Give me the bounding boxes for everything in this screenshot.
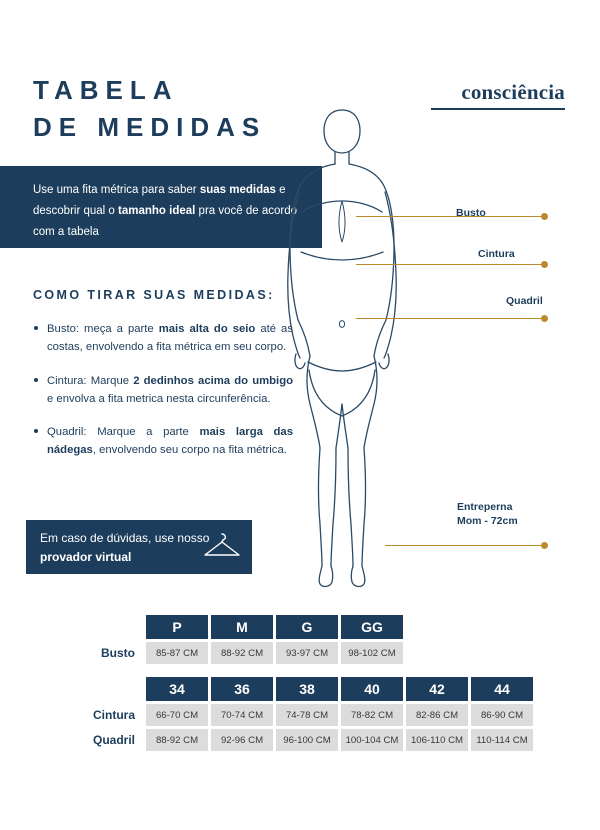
table-header-cell: 40 [341, 677, 403, 701]
row-label-quadril: Quadril [92, 733, 135, 747]
callout-busto: Busto [456, 207, 486, 219]
table-cell: 100-104 CM [341, 729, 403, 751]
table-spacer-cell [406, 642, 468, 664]
table-cell: 106-110 CM [406, 729, 468, 751]
bullet-text-3a: Quadril: Marque a parte [47, 426, 200, 439]
cintura-leader-dot [541, 261, 548, 268]
intro-text-3: pra você de acordo com a tabela [33, 204, 298, 238]
table-cell: 66-70 CM [146, 704, 208, 726]
table-header-cell: 42 [406, 677, 468, 701]
table-cell: 88-92 CM [211, 642, 273, 664]
table-cell: 70-74 CM [211, 704, 273, 726]
female-body-illustration [252, 104, 432, 594]
table-cell: 74-78 CM [276, 704, 338, 726]
table-cell: 82-86 CM [406, 704, 468, 726]
table-cell: 110-114 CM [471, 729, 533, 751]
row-label-busto: Busto [101, 646, 135, 660]
cintura-leader-line [356, 264, 545, 265]
callout-entreperna-line1: Entreperna [457, 501, 513, 513]
table-header-cell: P [146, 615, 208, 639]
table-header-cell: GG [341, 615, 403, 639]
cta-text: Em caso de dúvidas, use nosso [40, 531, 210, 545]
intro-text-1: Use uma fita métrica para saber [33, 184, 200, 196]
table-busto [78, 612, 536, 667]
intro-bold-1: suas medidas [199, 184, 276, 196]
bullet-text-1a: Busto: meça a parte [47, 323, 159, 335]
intro-bold-2: tamanho ideal [118, 204, 196, 217]
page-title-line-1: TABELA [33, 75, 179, 105]
entreperna-leader-dot [541, 542, 548, 549]
table-spacer-cell [471, 642, 533, 664]
busto-leader-dot [541, 213, 548, 220]
brand-underline [431, 108, 565, 110]
table-cell: 86-90 CM [471, 704, 533, 726]
table-row [81, 704, 533, 726]
table-row [81, 615, 533, 639]
cta-bold: provador virtual [40, 549, 132, 564]
table-corner-cell [81, 615, 143, 639]
table-row [81, 677, 533, 701]
table-cell: 85-87 CM [146, 642, 208, 664]
table-cell: 88-92 CM [146, 729, 208, 751]
quadril-leader-line [356, 318, 545, 319]
table-sizes [78, 674, 536, 754]
table-header-cell: 36 [211, 677, 273, 701]
row-label-cintura: Cintura [93, 708, 135, 722]
table-cell: 98-102 CM [341, 642, 403, 664]
table-header-cell: 38 [276, 677, 338, 701]
page-title-line-2: DE MEDIDAS [33, 111, 267, 142]
virtual-fitting-room-cta[interactable] [26, 520, 252, 574]
table-cell: 96-100 CM [276, 729, 338, 751]
bullet-bold-3: mais larga das nádegas [47, 426, 293, 457]
table-row [81, 642, 533, 664]
table-header-cell: G [276, 615, 338, 639]
table-cell: 92-96 CM [211, 729, 273, 751]
bullet-bold-2: 2 dedinhos acima do umbigo [133, 374, 293, 387]
entreperna-leader-line [385, 545, 545, 546]
bullet-text-1b: até as costas, envolvendo a fita métrica em seu corpo. [47, 323, 293, 354]
callout-entreperna-line2: Mom - 72cm [457, 515, 518, 528]
table-spacer-cell [471, 615, 533, 639]
table-header-cell: M [211, 615, 273, 639]
table-spacer-cell [406, 615, 468, 639]
table-header-cell: 44 [471, 677, 533, 701]
brand-name: consciência [461, 80, 565, 104]
bullet-text-3b: , envolvendo seu corpo na fita métrica. [92, 444, 287, 457]
table-cell: 78-82 CM [341, 704, 403, 726]
callout-quadril: Quadril [506, 295, 543, 307]
table-header-cell: 34 [146, 677, 208, 701]
howto-heading: COMO TIRAR SUAS MEDIDAS: [33, 288, 275, 302]
quadril-leader-dot [541, 315, 548, 322]
hanger-icon [202, 530, 242, 564]
table-cell: 93-97 CM [276, 642, 338, 664]
brand-logo [431, 80, 565, 110]
table-row [81, 729, 533, 751]
callout-entreperna [457, 500, 518, 528]
intro-text-2: e descobrir qual o [33, 184, 286, 217]
busto-leader-line [356, 216, 545, 217]
bullet-text-2a: Cintura: Marque [47, 374, 134, 387]
callout-cintura: Cintura [478, 248, 515, 260]
bullet-bold-1: mais alta do seio [158, 323, 256, 335]
table-corner-cell [81, 677, 143, 701]
bullet-text-2b: e envolva a fita metrica nesta circunferência. [47, 392, 271, 405]
